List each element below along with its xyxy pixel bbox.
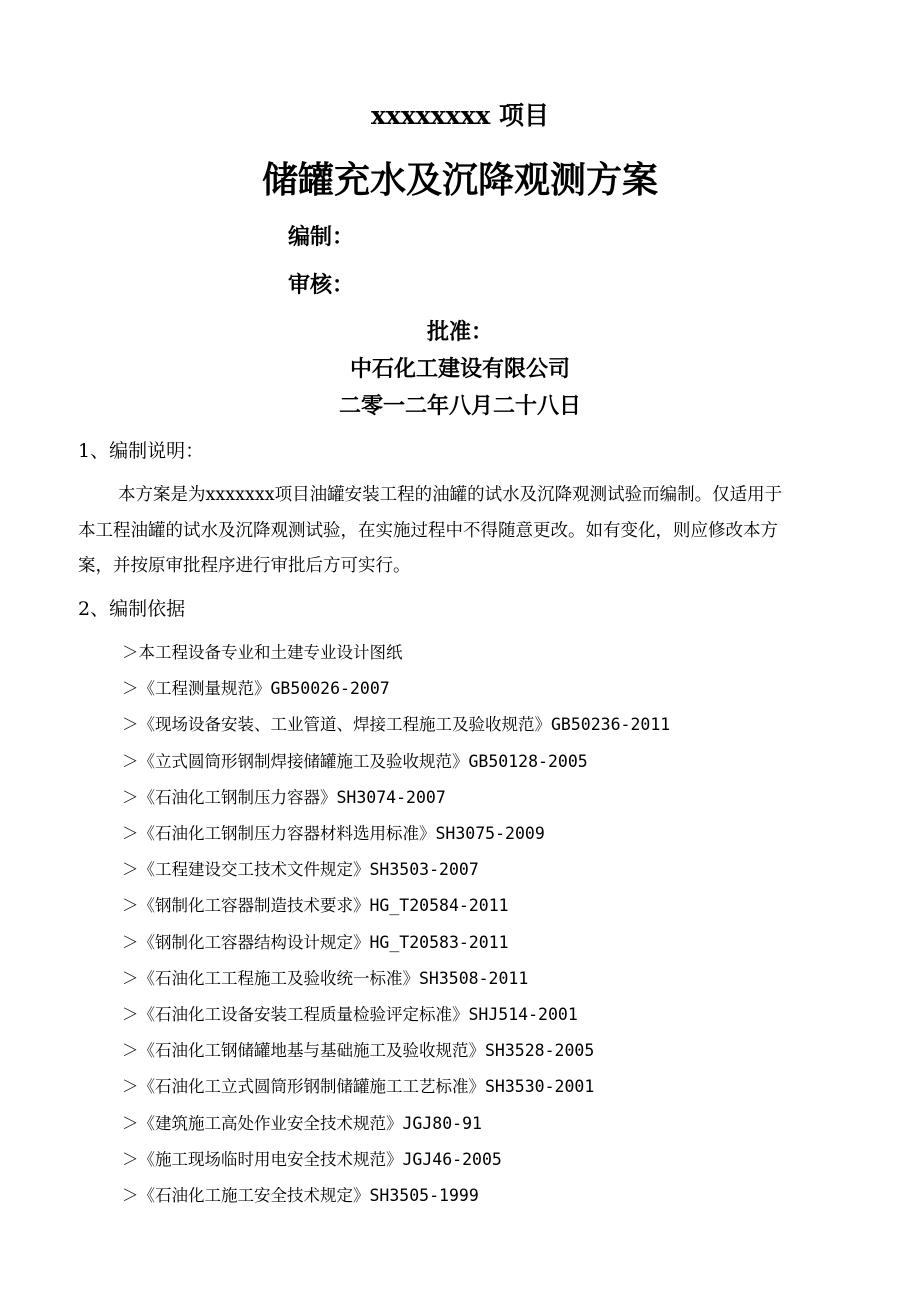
reference-item: ＞《钢制化工容器结构设计规定》HG_T20583-2011: [122, 932, 509, 952]
reference-item: ＞《石油化工设备安装工程质量检验评定标准》SHJ514-2001: [122, 1005, 578, 1024]
reference-item: ＞《施工现场临时用电安全技术规范》JGJ46-2005: [122, 1149, 502, 1169]
company-name: 中石化工建设有限公司: [349, 356, 570, 382]
reference-item: ＞《石油化工钢制压力容器》SH3074-2007: [122, 787, 446, 807]
reference-item: ＞本工程设备专业和土建专业设计图纸: [122, 643, 403, 662]
reference-item: ＞《立式圆筒形钢制焊接储罐施工及验收规范》GB50128-2005: [122, 751, 588, 771]
paragraph-line: 本方案是为xxxxxxx项目油罐安装工程的油罐的试水及沉降观测试验而编制。仅适用于: [118, 485, 783, 505]
reference-item: ＞《石油化工立式圆筒形钢制储罐施工工艺标准》SH3530-2001: [122, 1077, 595, 1097]
reviewer-label: 审核：: [288, 272, 355, 298]
paragraph-line: 案，并按原审批程序进行审批后方可实行。: [78, 556, 411, 576]
compiler-label: 编制：: [288, 224, 355, 250]
reference-item: ＞《钢制化工容器制造技术要求》HG_T20584-2011: [122, 896, 509, 916]
reference-item: ＞《工程测量规范》GB50026-2007: [122, 679, 390, 699]
paragraph-line: 本工程油罐的试水及沉降观测试验，在实施过程中不得随意更改。如有变化，则应修改本方: [78, 521, 778, 541]
reference-item: ＞《石油化工钢储罐地基与基础施工及验收规范》SH3528-2005: [122, 1041, 595, 1061]
section2-heading: 2、编制依据: [78, 598, 186, 620]
document-title: 储罐充水及沉降观测方案: [261, 159, 658, 201]
reference-item: ＞《石油化工施工安全技术规定》SH3505-1999: [122, 1186, 479, 1205]
reference-item: ＞《现场设备安装、工业管道、焊接工程施工及验收规范》GB50236-2011: [122, 715, 671, 735]
reference-item: ＞《石油化工钢制压力容器材料选用标准》SH3075-2009: [122, 824, 545, 843]
reference-item: ＞《建筑施工高处作业安全技术规范》JGJ80-91: [122, 1113, 482, 1133]
approver-label: 批准：: [426, 319, 493, 345]
project-name: xxxxxxxx 项目: [371, 101, 549, 130]
reference-item: ＞《工程建设交工技术文件规定》SH3503-2007: [122, 860, 479, 880]
section1-heading: 1、编制说明：: [78, 440, 205, 462]
reference-item: ＞《石油化工工程施工及验收统一标准》SH3508-2011: [122, 968, 529, 988]
document-date: 二零一二年八月二十八日: [338, 393, 581, 419]
